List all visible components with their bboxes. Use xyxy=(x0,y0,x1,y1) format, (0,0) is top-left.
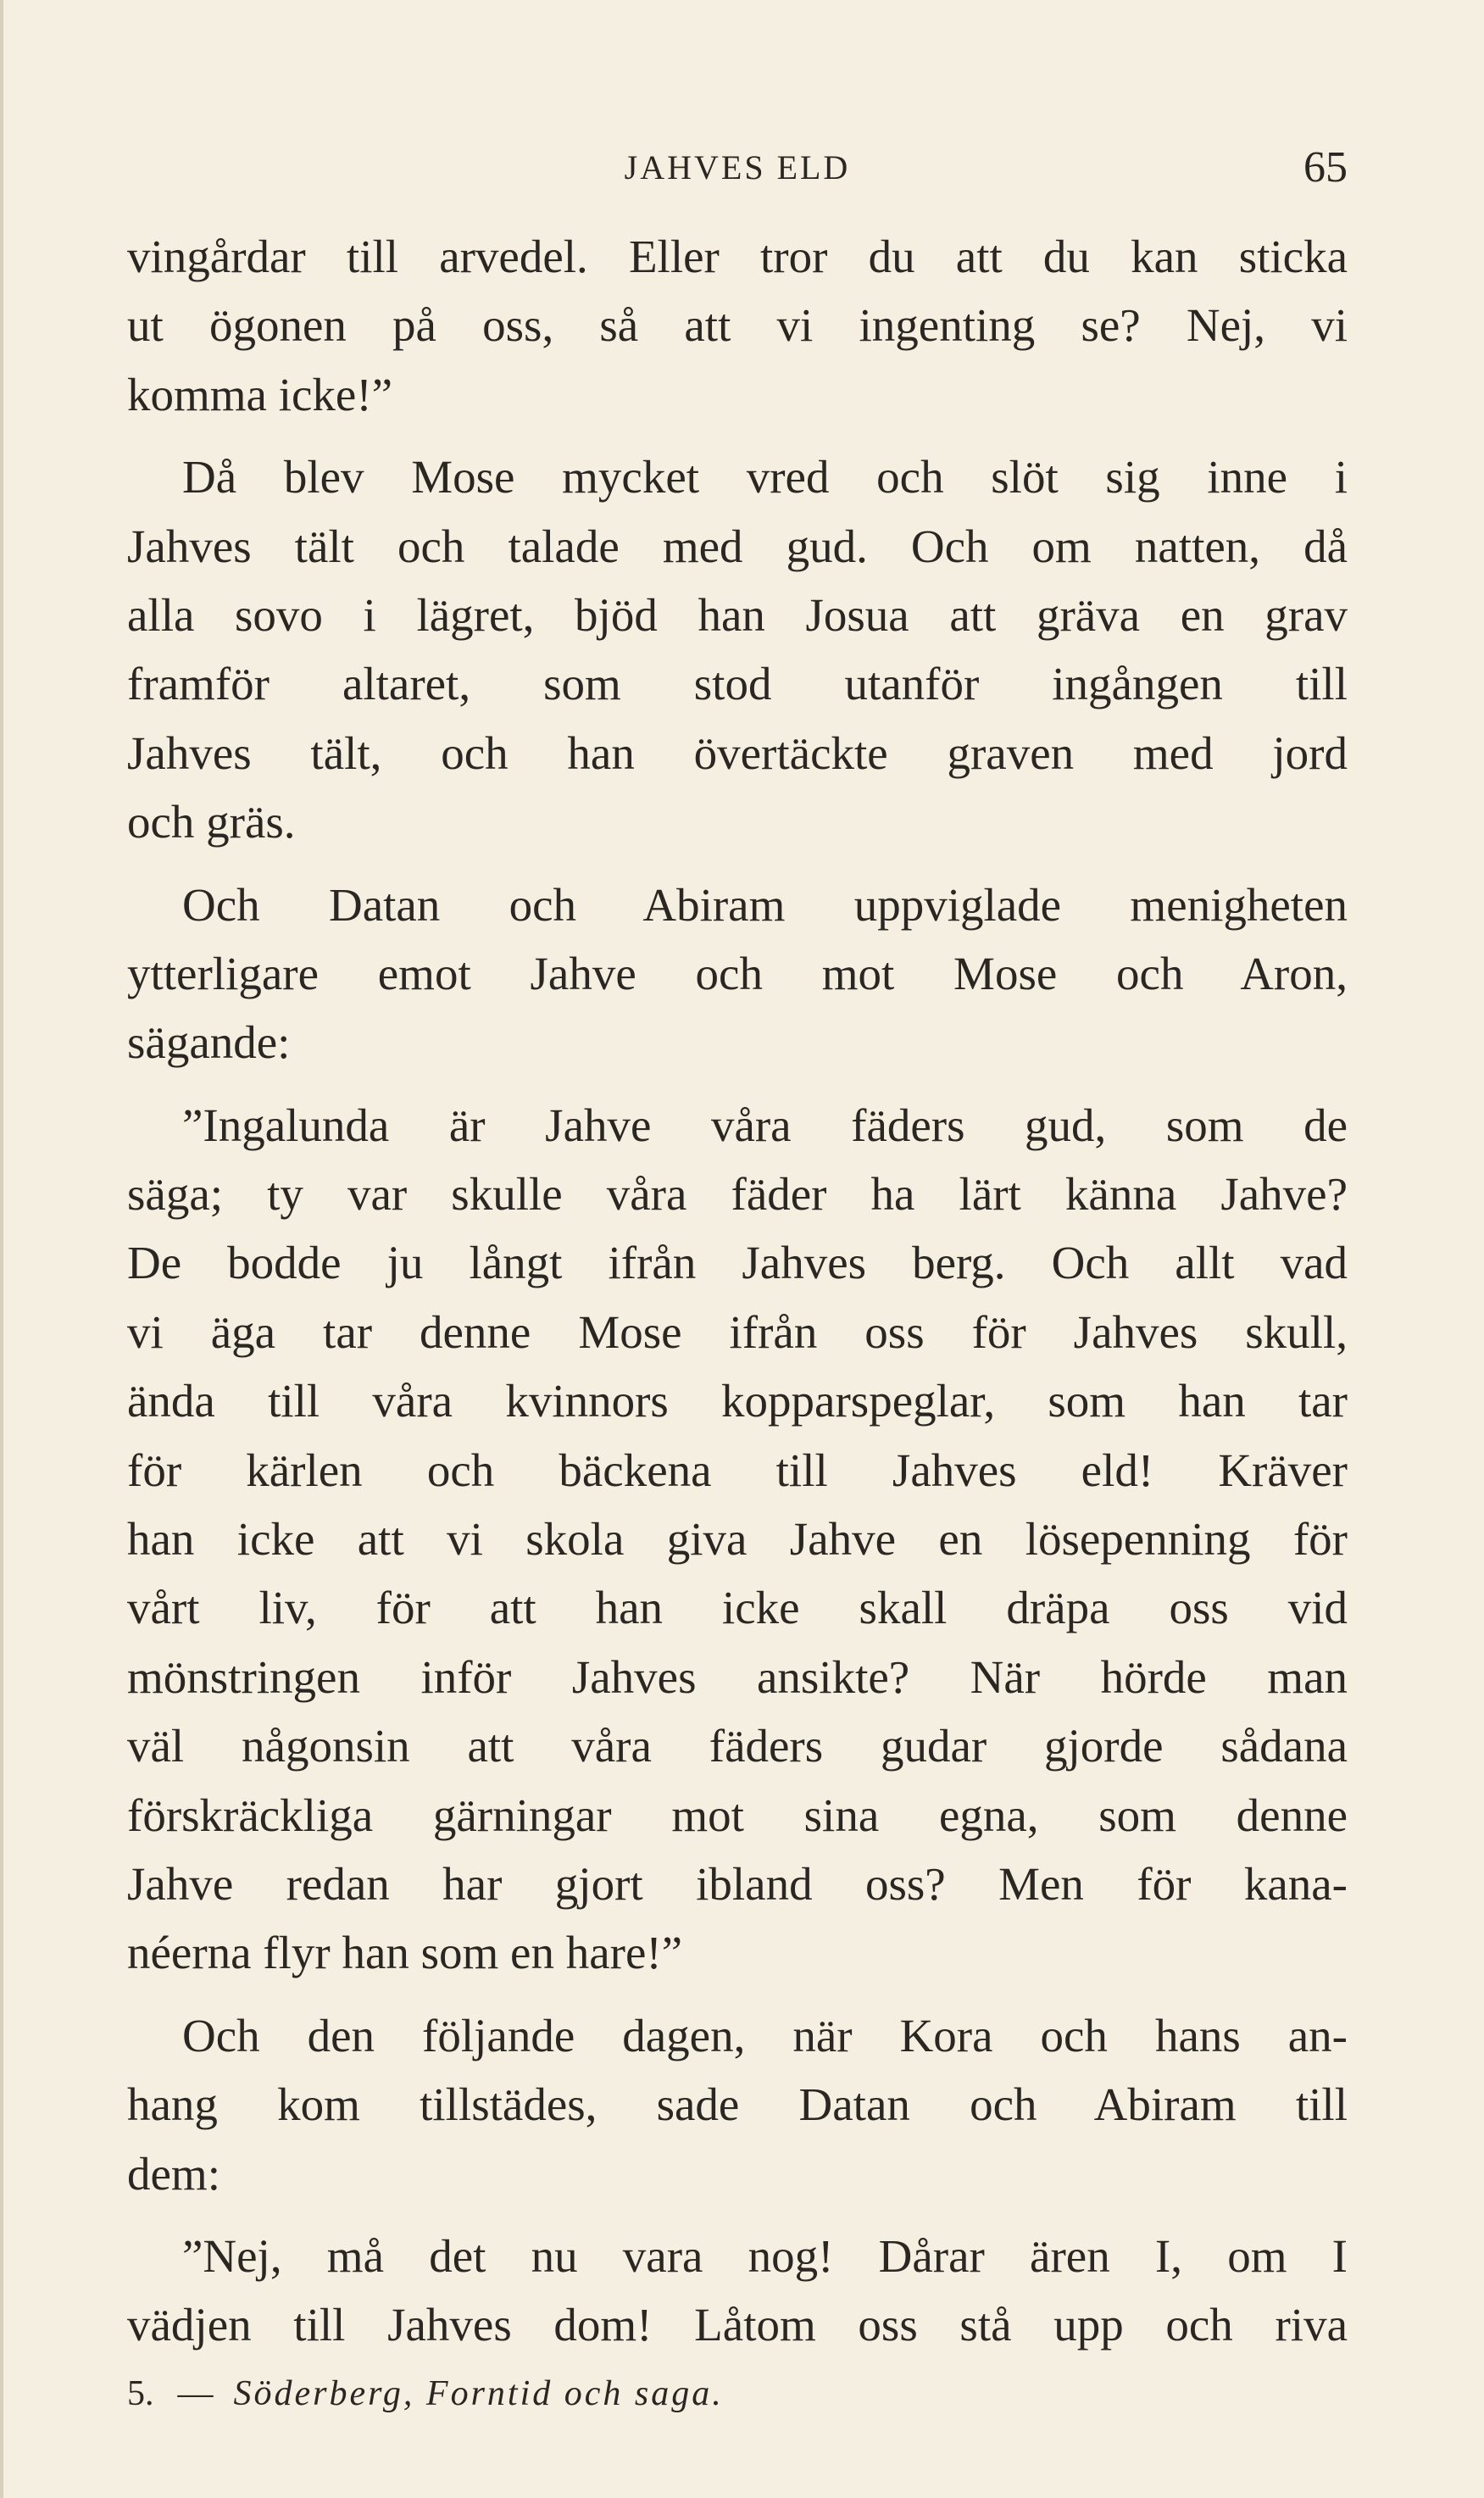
text-line: framför altaret, som stod utanför ingången till xyxy=(127,658,1348,710)
text-line: Jahve redan har gjort ibland oss? Men för kana- xyxy=(127,1857,1348,1910)
text-line: néerna flyr han som en hare!” xyxy=(127,1927,683,1979)
text-line: han icke att vi skola giva Jahve en lösepenning för xyxy=(127,1513,1348,1566)
book-signature: Söderberg, Forntid och saga. xyxy=(233,2374,724,2413)
running-head: JAHVES ELD xyxy=(624,148,851,186)
text-line: vårt liv, för att han icke skall dräpa oss vid xyxy=(127,1582,1348,1634)
printer-signature xyxy=(127,2373,724,2414)
text-line: sägande: xyxy=(127,1016,291,1069)
text-line: säga; ty var skulle våra fäder ha lärt känna Jahve? xyxy=(127,1168,1348,1221)
text-line: Och Datan och Abiram uppviglade menigheten xyxy=(182,878,1348,931)
signature-number: 5. xyxy=(127,2374,154,2413)
text-line: ända till våra kvinnors kopparspeglar, som han tar xyxy=(127,1375,1348,1427)
text-line: Jahves tält, och han övertäckte graven med jord xyxy=(127,726,1348,779)
text-line: hang kom tillstädes, sade Datan och Abiram till xyxy=(127,2078,1348,2131)
page-number: 65 xyxy=(1303,143,1348,192)
paragraph-gap xyxy=(127,429,1348,442)
text-line: ytterligare emot Jahve och mot Mose och Aron, xyxy=(127,947,1348,999)
text-line: alla sovo i lägret, bjöd han Josua att gräva en grav xyxy=(127,588,1348,641)
text-line: och gräs. xyxy=(127,796,296,848)
paragraph-gap xyxy=(127,2208,1348,2222)
signature-dash: — xyxy=(177,2374,214,2413)
paragraph-gap xyxy=(127,1988,1348,2001)
text-line: De bodde ju långt ifrån Jahves berg. Och allt vad xyxy=(127,1237,1348,1289)
text-line: Då blev Mose mycket vred och slöt sig inne i xyxy=(182,451,1348,503)
text-line: komma icke!” xyxy=(127,368,393,420)
text-line: Jahves tält och talade med gud. Och om natten, då xyxy=(127,520,1348,572)
text-line: vingårdar till arvedel. Eller tror du att du kan sticka xyxy=(127,231,1348,282)
text-line: vi äga tar denne Mose ifrån oss för Jahves skull, xyxy=(127,1305,1348,1358)
text-line: Och den följande dagen, när Kora och hans an- xyxy=(182,2009,1348,2061)
paragraph-gap xyxy=(127,857,1348,871)
text-line: ”Nej, må det nu vara nog! Dårar ären I, om I xyxy=(182,2229,1348,2282)
page-header xyxy=(127,142,1348,193)
text-line: dem: xyxy=(127,2147,220,2200)
text-line: väl någonsin att våra fäders gudar gjorde sådana xyxy=(127,1720,1348,1772)
paragraph-gap xyxy=(127,1077,1348,1091)
text-line: mönstringen inför Jahves ansikte? När hörde man xyxy=(127,1650,1348,1703)
text-line: ”Ingalunda är Jahve våra fäders gud, som de xyxy=(182,1099,1348,1151)
text-line: förskräckliga gärningar mot sina egna, som denne xyxy=(127,1789,1348,1841)
text-line: vädjen till Jahves dom! Låtom oss stå upp och riva xyxy=(127,2299,1348,2351)
page-edge xyxy=(0,0,3,2498)
text-line: för kärlen och bäckena till Jahves eld! Kräver xyxy=(127,1444,1348,1496)
text-line: ut ögonen på oss, så att vi ingenting se? Nej, vi xyxy=(127,299,1348,352)
body-text xyxy=(127,222,1348,2360)
